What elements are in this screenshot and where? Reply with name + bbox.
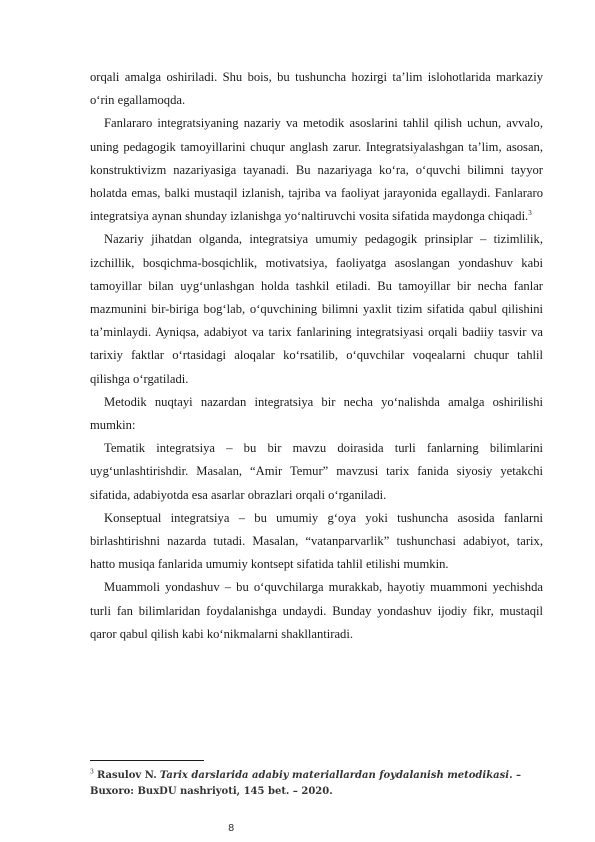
footnote-separator: . – (509, 770, 522, 781)
page-body (90, 66, 543, 646)
footnote-publisher: Buxoro: BuxDU nashriyoti, 145 bet. – 2020. (90, 786, 333, 797)
footnote-divider (90, 760, 204, 761)
paragraph-6: Konseptual integratsiya – bu umumiy g‘oya yoki tushuncha asosida fanlarni birlashtirishni nazarda tutadi. Masalan, “vatanparvarlik” tushunchasi adabiyot, tarix, hatto musiqa fanlarida umumiy kontsept sifatida tahlil etilishi mumkin. (90, 510, 543, 572)
footnote (90, 768, 543, 800)
paragraph-7: Muammoli yondashuv – bu o‘quvchilarga murakkab, hayotiy muammoni yechishda turli fan bilimlaridan foydalanishga undaydi. Bunday yondashuv ijodiy fikr, mustaqil qaror qabul qilish kabi ko‘nikmalarni shakllantiradi. (90, 580, 543, 641)
paragraph-1: orqali amalga oshiriladi. Shu bois, bu tushuncha hozirgi ta’lim islohotlarida markaziy o‘rin egallamoqda. (90, 70, 543, 108)
paragraph-5: Tematik integratsiya – bu bir mavzu doirasida turli fanlarning bilimlarini uyg‘unlashtirishdir. Masalan, “Amir Temur” mavzusi tarix fanida siyosiy yetakchi sifatida, adabiyotda esa asarlar obrazlari orqali o‘rganiladi. (90, 441, 543, 502)
page-number: 8 (228, 823, 235, 834)
footnote-author: Rasulov N. (97, 770, 157, 781)
paragraph-2-text: Fanlararo integratsiyaning nazariy va metodik asoslarini tahlil qilish uchun, avvalo, uning pedagogik tamoyillarini chuqur anglash zarur. Integratsiyalashgan ta’lim, asosan, konstruktivizm nazariyasiga tayanadi. Bu nazariyaga ko‘ra, o‘quvchi bilimni tayyor holatda emas, balki mustaqil izlanish, tajriba va faoliyat jarayonida egallaydi. Fanlararo integratsiya aynan shunday izlanishga yo‘naltiruvchi vosita sifatida maydonga chiqadi. (90, 116, 543, 224)
paragraph-4: Metodik nuqtayi nazardan integratsiya bir necha yo‘nalishda amalga oshirilishi mumkin: (90, 394, 543, 433)
paragraph-3: Nazariy jihatdan olganda, integratsiya umumiy pedagogik prinsiplar – tizimlilik, izchillik, bosqichma-bosqichlik, motivatsiya, faoliyatga asoslangan yondashuv kabi tamoyillar bilan uyg‘unlashgan holda tashkil etiladi. Bu tamoyillar bir necha fanlar mazmunini bir-biriga bog‘lab, o‘quvchining bilimni yaxlit tizim sifatida qabul qilishini ta’minlaydi. Ayniqsa, adabiyot va tarix fanlarining integratsiyasi orqali badiiy tasvir va tarixiy faktlar o‘rtasidagi aloqalar ko‘rsatilib, o‘quvchilar voqealarni chuqur tahlil qilishga o‘rgatiladi. (90, 232, 543, 386)
footnote-number: 3 (90, 768, 94, 776)
paragraph-2 (90, 112, 543, 228)
footnote-title: Tarix darslarida adabiy materiallardan foydalanish metodikasi (159, 770, 510, 781)
footnote-reference: 3 (528, 209, 532, 218)
